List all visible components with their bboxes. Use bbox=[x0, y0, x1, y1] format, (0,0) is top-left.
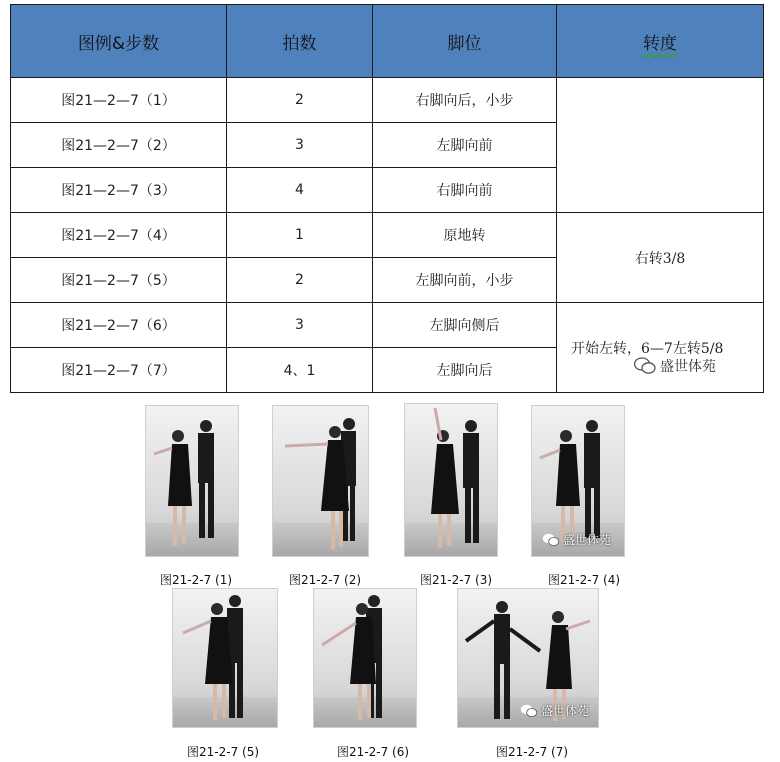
photo-watermark bbox=[542, 531, 611, 548]
header-rotation-label: 转度 bbox=[643, 33, 677, 54]
beat-cell: 2 bbox=[227, 258, 373, 303]
dance-photo-6 bbox=[313, 588, 417, 728]
dance-photo-5 bbox=[172, 588, 278, 728]
dancers-figure bbox=[273, 406, 368, 556]
photo-caption-7: 图21-2-7 (7) bbox=[496, 745, 569, 759]
figure-cell: 图21—2—7（2） bbox=[11, 123, 227, 168]
steps-table bbox=[10, 4, 764, 393]
wechat-icon bbox=[542, 533, 560, 547]
table-row bbox=[11, 78, 764, 123]
foot-position-cell: 左脚向前 bbox=[373, 123, 557, 168]
photo-watermark-text: 盛世体苑 bbox=[563, 533, 612, 547]
figure-cell: 图21—2—7（3） bbox=[11, 168, 227, 213]
figure-cell: 图21—2—7（7） bbox=[11, 348, 227, 393]
dancers-figure bbox=[314, 589, 416, 727]
table-row bbox=[11, 213, 764, 258]
photo-caption-3: 图21-2-7 (3) bbox=[420, 573, 493, 587]
table-row bbox=[11, 303, 764, 348]
header-rotation bbox=[557, 5, 764, 78]
rotation-cell: 右转3/8 bbox=[557, 213, 764, 303]
figure-cell: 图21—2—7（1） bbox=[11, 78, 227, 123]
foot-position-cell: 原地转 bbox=[373, 213, 557, 258]
dance-photo-1 bbox=[145, 405, 239, 557]
dancers-figure bbox=[146, 406, 238, 556]
rotation-cell: 开始左转，6—7左转5/8 bbox=[557, 303, 764, 393]
foot-position-cell: 左脚向侧后 bbox=[373, 303, 557, 348]
dance-photo-4 bbox=[531, 405, 625, 557]
wechat-icon bbox=[634, 357, 656, 375]
figure-cell: 图21—2—7（4） bbox=[11, 213, 227, 258]
photo-caption-2: 图21-2-7 (2) bbox=[289, 573, 362, 587]
header-foot-position: 脚位 bbox=[373, 5, 557, 78]
foot-position-cell: 左脚向后 bbox=[373, 348, 557, 393]
photo-caption-1: 图21-2-7 (1) bbox=[160, 573, 233, 587]
dancers-figure bbox=[405, 404, 497, 556]
foot-position-cell: 右脚向后，小步 bbox=[373, 78, 557, 123]
foot-position-cell: 左脚向前，小步 bbox=[373, 258, 557, 303]
dance-photo-3 bbox=[404, 403, 498, 557]
watermark-text: 盛世体苑 bbox=[660, 359, 716, 375]
beat-cell: 4、1 bbox=[227, 348, 373, 393]
figure-cell: 图21—2—7（6） bbox=[11, 303, 227, 348]
table-watermark bbox=[634, 356, 716, 376]
beat-cell: 2 bbox=[227, 78, 373, 123]
photo-caption-5: 图21-2-7 (5) bbox=[187, 745, 260, 759]
figure-cell: 图21—2—7（5） bbox=[11, 258, 227, 303]
header-figure: 图例&步数 bbox=[11, 5, 227, 78]
photo-watermark-text: 盛世体苑 bbox=[541, 704, 590, 718]
dance-photo-7 bbox=[457, 588, 599, 728]
wechat-icon bbox=[520, 704, 538, 718]
photo-watermark bbox=[520, 702, 589, 719]
rotation-cell-empty bbox=[557, 78, 764, 213]
beat-cell: 4 bbox=[227, 168, 373, 213]
dance-photo-2 bbox=[272, 405, 369, 557]
dancers-figure bbox=[173, 589, 277, 727]
header-row bbox=[11, 5, 764, 78]
photo-caption-6: 图21-2-7 (6) bbox=[337, 745, 410, 759]
header-beat: 拍数 bbox=[227, 5, 373, 78]
foot-position-cell: 右脚向前 bbox=[373, 168, 557, 213]
beat-cell: 3 bbox=[227, 123, 373, 168]
beat-cell: 3 bbox=[227, 303, 373, 348]
beat-cell: 1 bbox=[227, 213, 373, 258]
photo-caption-4: 图21-2-7 (4) bbox=[548, 573, 621, 587]
